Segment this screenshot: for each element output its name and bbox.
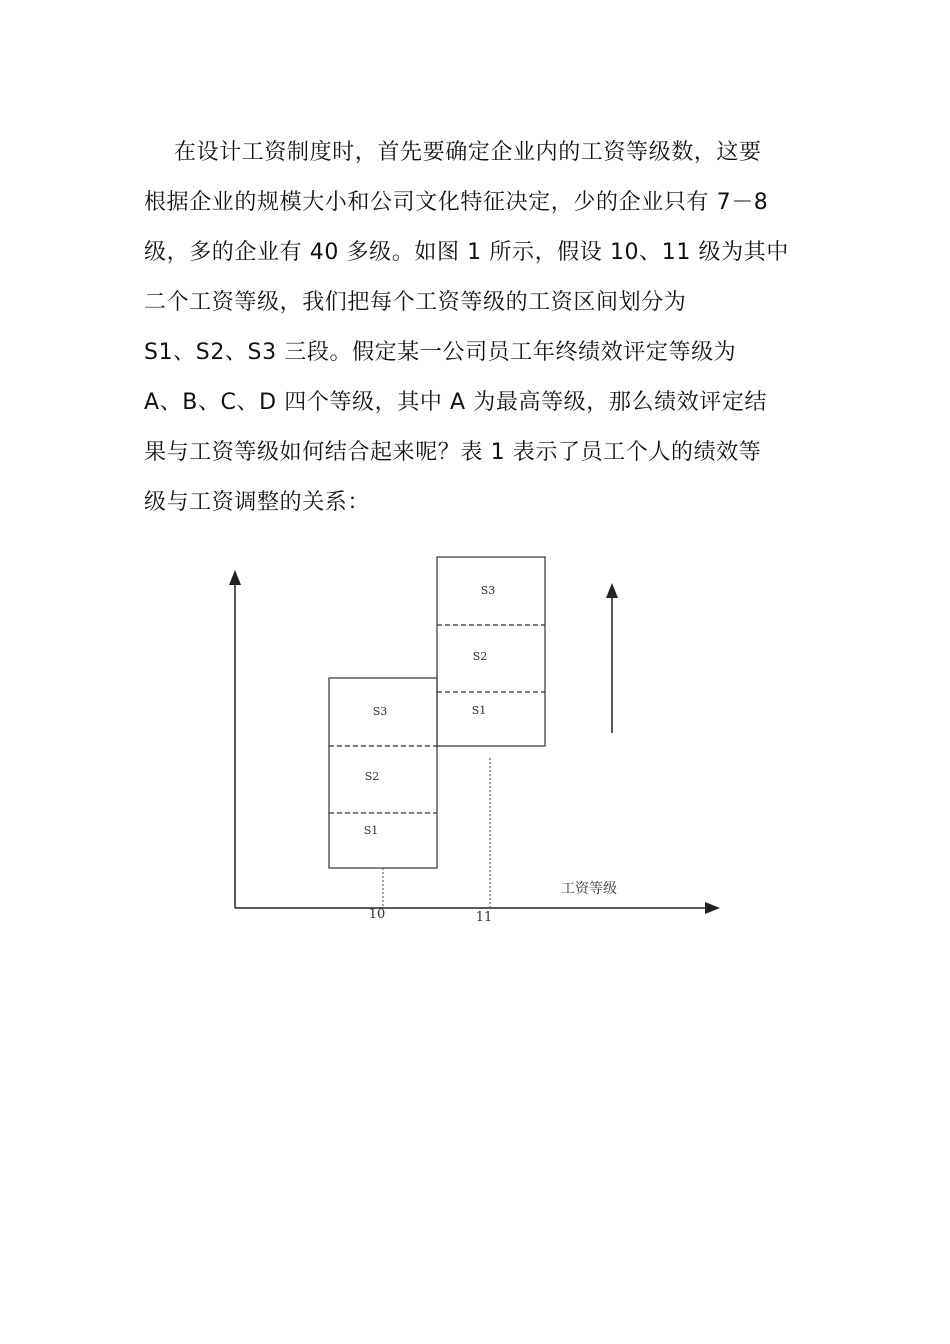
x-axis-arrow-icon (705, 902, 720, 914)
segment-label: S3 (480, 584, 496, 597)
upward-arrow-icon (606, 583, 618, 598)
grade-10-box (329, 678, 437, 868)
paragraph-line: 二个工资等级，我们把每个工资等级的工资区间划分为 (144, 290, 687, 315)
x-axis-label: 工资等级 (561, 881, 617, 897)
grade-11-box (437, 557, 545, 746)
grade-label: 11 (475, 910, 493, 925)
segment-label: S1 (471, 704, 487, 717)
paragraph-line: A、B、C、D 四个等级，其中 A 为最高等级，那么绩效评定结 (144, 390, 768, 415)
paragraph-line: 级，多的企业有 40 多级。如图 1 所示，假设 10、11 级为其中 (144, 240, 789, 265)
segment-label: S1 (363, 824, 379, 837)
segment-label: S2 (472, 650, 488, 663)
body-paragraph (144, 128, 814, 528)
grade-box-outline (437, 557, 545, 746)
paragraph-line: 根据企业的规模大小和公司文化特征决定，少的企业只有 7－8 (144, 190, 769, 215)
paragraph-line: 在设计工资制度时，首先要确定企业内的工资等级数，这要 (174, 140, 762, 165)
segment-label: S3 (372, 705, 388, 718)
paragraph-line: 果与工资等级如何结合起来呢？表 1 表示了员工个人的绩效等 (144, 440, 762, 465)
grade-label: 10 (368, 907, 386, 922)
paragraph-line: S1、S2、S3 三段。假定某一公司员工年终绩效评定等级为 (144, 340, 737, 365)
paragraph-line: 级与工资调整的关系： (144, 490, 371, 515)
grade-box-outline (329, 678, 437, 868)
y-axis-arrow-icon (229, 570, 241, 585)
segment-label: S2 (364, 770, 380, 783)
